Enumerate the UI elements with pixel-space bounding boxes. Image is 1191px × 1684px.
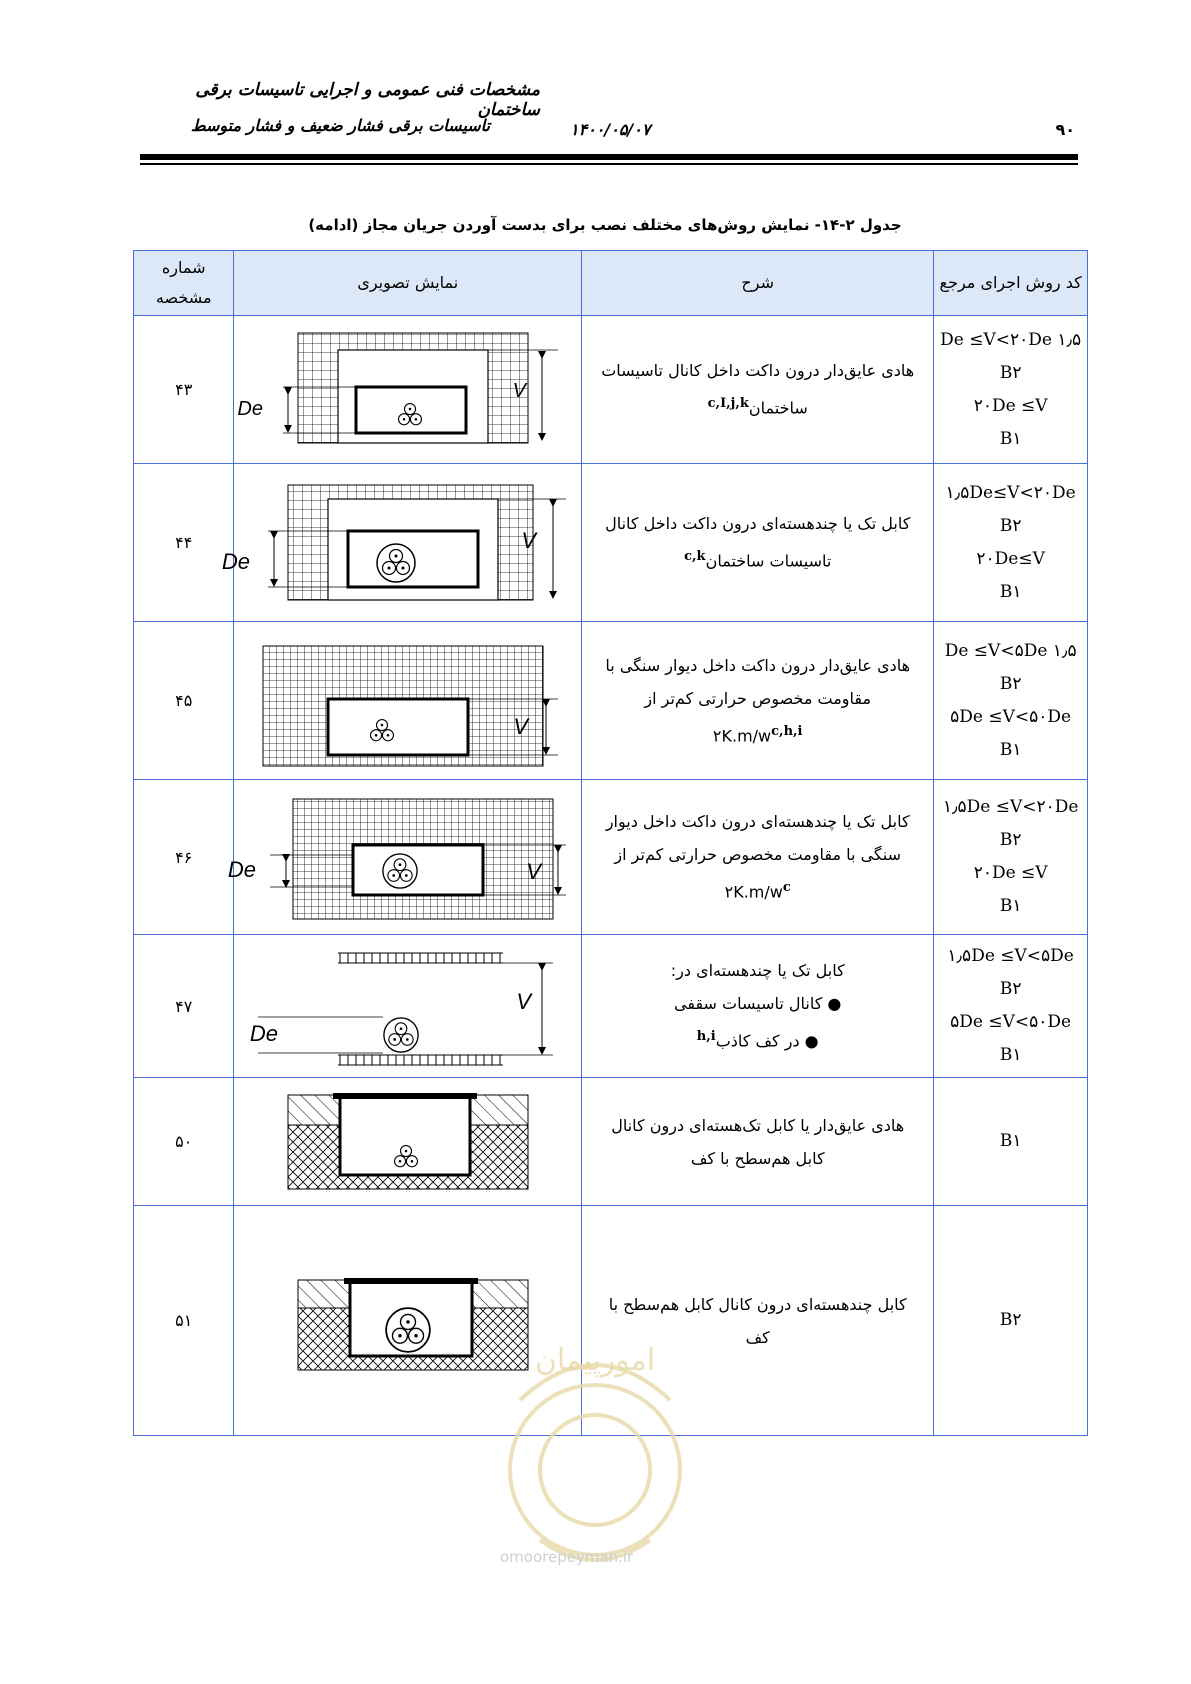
- code-line: B۲: [999, 1310, 1022, 1330]
- chapter-title: تاسیسات برقی فشار ضعیف و فشار متوسط: [190, 116, 490, 135]
- table-row: [134, 316, 1088, 464]
- description-cell: [582, 780, 934, 935]
- v-label: V: [512, 379, 526, 402]
- code-cell: [934, 780, 1088, 935]
- header-picture: نمایش تصویری: [234, 251, 582, 316]
- code-line: B۱: [999, 581, 1022, 602]
- bullet-icon: ●: [799, 1031, 819, 1051]
- description-line: هادی عایق‌دار درون داکت داخل کانال تاسیسات: [601, 361, 915, 381]
- description-line: در کف کاذب: [715, 1031, 800, 1051]
- code-line: ۱٫۵De ≤V<۲۰De: [942, 797, 1079, 817]
- table-caption: جدول ۲-۱۴- نمایش روش‌های مختلف نصب برای بدست آوردن جریان مجاز (ادامه): [308, 216, 902, 234]
- spec-number: ۴۳: [175, 380, 193, 399]
- code-line: B۲: [999, 830, 1022, 850]
- picture-cell: [227, 780, 582, 935]
- table-row: [134, 1078, 1088, 1206]
- picture-cell: [234, 622, 582, 780]
- header-rule-thick: [140, 154, 1078, 160]
- number-cell: [134, 1206, 234, 1436]
- de-label: De: [237, 397, 263, 420]
- code-cell: [934, 1078, 1088, 1206]
- code-line: ۵De ≤V<۵۰De: [950, 1012, 1072, 1032]
- code-line: ۱٫۵ De ≤V<۲۰De: [940, 329, 1082, 350]
- description-line: ۲K.m/w: [712, 726, 772, 746]
- spec-number: ۴۵: [175, 691, 193, 710]
- header-description: شرح: [582, 251, 934, 316]
- code-line: B۲: [999, 362, 1022, 383]
- description-cell: [582, 622, 934, 780]
- de-label: De: [249, 1021, 278, 1046]
- code-line: B۱: [999, 1045, 1022, 1065]
- description-line: مقاومت مخصوص حرارتی کم‌تر از: [644, 688, 872, 708]
- description-line: کابل تک یا چندهسته‌ای درون داکت داخل دیوار: [605, 812, 910, 832]
- reference-superscript: c: [782, 880, 791, 896]
- code-cell: [934, 935, 1088, 1078]
- description-cell: [582, 464, 934, 622]
- description-line: تاسیسات ساختمان: [705, 551, 832, 571]
- table-row: [134, 464, 1088, 622]
- duct-in-masonry-wall-diagram: [248, 631, 568, 771]
- header-number: شماره مشخصه: [134, 251, 234, 316]
- description-line: ساختمان: [748, 398, 808, 418]
- description-line: کابل چندهسته‌ای درون کانال کابل هم‌سطح با: [608, 1294, 907, 1314]
- code-line: B۱: [999, 428, 1022, 449]
- multicore-duct-in-masonry-wall-diagram: [227, 787, 568, 927]
- number-cell: [134, 464, 234, 622]
- description-line: کف: [745, 1327, 770, 1347]
- number-cell: [134, 780, 234, 935]
- de-label: De: [227, 857, 256, 882]
- reference-superscript: c,I,j,k: [707, 396, 749, 412]
- code-line: B۱: [999, 1131, 1022, 1151]
- header-code: کد روش اجرای مرجع: [934, 251, 1088, 316]
- code-line: B۲: [999, 515, 1022, 536]
- spec-number: ۴۴: [175, 533, 193, 552]
- picture-cell: [234, 1078, 582, 1206]
- table-header-row: [134, 251, 1088, 316]
- bullet-icon: ●: [822, 994, 842, 1014]
- code-line: ۱٫۵ De ≤V<۵De: [944, 640, 1077, 661]
- code-line: ۱٫۵De≤V<۲۰De: [945, 482, 1076, 503]
- code-line: ۲۰De≤V: [976, 548, 1045, 569]
- description-cell: [582, 1078, 934, 1206]
- description-line: کانال تاسیسات سقفی: [674, 994, 823, 1014]
- multicore-duct-in-building-channel-diagram: [221, 473, 568, 613]
- watermark-url: omoorepeyman.ir: [500, 1548, 634, 1566]
- picture-cell: [234, 316, 582, 464]
- code-cell: [934, 622, 1088, 780]
- spec-number: ۵۰: [175, 1132, 193, 1151]
- code-line: B۱: [999, 739, 1022, 760]
- v-label: V: [513, 713, 528, 739]
- number-cell: [134, 622, 234, 780]
- code-line: ۱٫۵De ≤V<۵De: [947, 946, 1074, 966]
- table-row: [134, 935, 1088, 1078]
- de-label: De: [221, 548, 250, 574]
- spec-number: ۵۱: [175, 1311, 193, 1330]
- reference-superscript: c,k: [684, 549, 706, 565]
- number-cell: [134, 316, 234, 464]
- description-line: هادی عایق‌دار یا کابل تک‌هسته‌ای درون کانال: [611, 1115, 905, 1135]
- description-line: سنگی با مقاومت مخصوص حرارتی کم‌تر از: [614, 845, 901, 865]
- code-line: B۲: [999, 673, 1022, 694]
- v-label: V: [521, 527, 536, 553]
- code-line: ۲۰De ≤V: [973, 863, 1048, 883]
- number-cell: [134, 935, 234, 1078]
- watermark-logo-text: امورپیمان: [534, 1343, 656, 1378]
- description-line: ۲K.m/w: [724, 882, 783, 902]
- spec-number: ۴۷: [175, 996, 193, 1016]
- description-line: کابل هم‌سطح با کف: [690, 1148, 825, 1168]
- description-line: هادی عایق‌دار درون داکت داخل دیوار سنگی با: [605, 655, 911, 675]
- number-cell: [134, 1078, 234, 1206]
- table-row: [134, 780, 1088, 935]
- v-label: V: [516, 989, 531, 1014]
- code-line: B۱: [999, 896, 1022, 916]
- duct-in-building-channel-diagram: [237, 325, 558, 455]
- header-date: ۱۴۰۰/۰۵/۰۷: [570, 120, 651, 139]
- description-cell: [582, 316, 934, 464]
- header-rule-thin: [140, 163, 1078, 165]
- picture-cell: [234, 935, 582, 1078]
- table-row: [134, 622, 1088, 780]
- description-line: کابل تک یا چندهسته‌ای در:: [670, 961, 845, 981]
- code-line: B۲: [999, 979, 1022, 999]
- book-title: مشخصات فنی عمومی و اجرایی تاسیسات برقی ساختمان: [195, 80, 540, 120]
- code-cell: [934, 316, 1088, 464]
- code-cell: [934, 1206, 1088, 1436]
- description-cell: [582, 935, 934, 1078]
- spec-number: ۴۶: [175, 847, 193, 867]
- code-cell: [934, 464, 1088, 622]
- floor-flush-trunking-single-core-diagram: [278, 1087, 538, 1197]
- page-number: ۹۰: [1055, 120, 1075, 139]
- code-line: ۲۰De ≤V: [973, 395, 1048, 416]
- ceiling-void-cable-diagram: [248, 941, 568, 1071]
- picture-cell: [221, 464, 582, 622]
- description-line: کابل تک یا چندهسته‌ای درون داکت داخل کانال: [605, 514, 911, 534]
- reference-superscript: h,i: [696, 1029, 716, 1045]
- reference-superscript: c,h,i: [771, 723, 803, 739]
- v-label: V: [526, 859, 541, 884]
- installation-methods-table: [133, 250, 1088, 1436]
- code-line: ۵De ≤V<۵۰De: [950, 706, 1072, 727]
